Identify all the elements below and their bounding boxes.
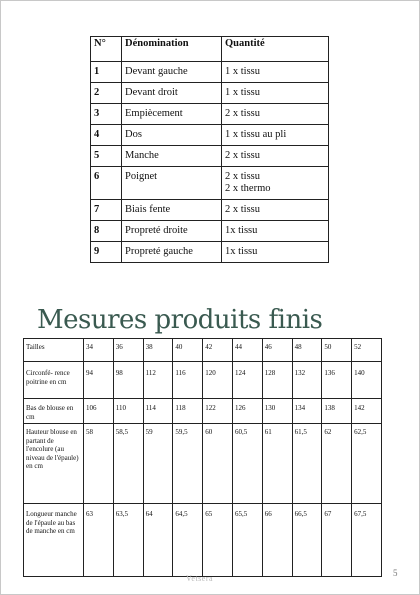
table-row	[91, 167, 329, 200]
measurement-value: 106	[84, 399, 114, 424]
measurement-value: 120	[203, 362, 233, 399]
measurement-label: Hauteur blouse en partant de l'encolure (au niveau de l'épaule) en cm	[24, 424, 84, 504]
size-cell: 38	[143, 339, 173, 362]
table-row	[24, 339, 382, 362]
header-quantity: Quantité	[222, 37, 329, 62]
table-row	[91, 200, 329, 221]
size-cell: 44	[232, 339, 262, 362]
piece-quantity: 1x tissu	[222, 221, 329, 242]
table-header-row	[91, 37, 329, 62]
measurement-value: 130	[262, 399, 292, 424]
page-number: 5	[393, 568, 398, 578]
piece-name: Dos	[122, 125, 222, 146]
piece-number: 5	[91, 146, 122, 167]
measurement-value: 118	[173, 399, 203, 424]
measurement-value: 142	[352, 399, 382, 424]
piece-name: Devant droit	[122, 83, 222, 104]
measurement-label: Tailles	[24, 339, 84, 362]
piece-name: Propreté droite	[122, 221, 222, 242]
size-cell: 50	[322, 339, 352, 362]
measurement-value: 98	[113, 362, 143, 399]
measurement-value: 67,5	[352, 504, 382, 577]
measurement-value: 138	[322, 399, 352, 424]
table-row	[24, 362, 382, 399]
table-row	[91, 62, 329, 83]
measurement-value: 64,5	[173, 504, 203, 577]
piece-number: 8	[91, 221, 122, 242]
piece-number: 4	[91, 125, 122, 146]
table-row	[91, 125, 329, 146]
table-row	[91, 104, 329, 125]
measurement-value: 62	[322, 424, 352, 504]
measurement-value: 58,5	[113, 424, 143, 504]
measurement-value: 66,5	[292, 504, 322, 577]
size-cell: 34	[84, 339, 114, 362]
piece-number: 9	[91, 242, 122, 263]
measurement-value: 114	[143, 399, 173, 424]
piece-quantity: 2 x tissu	[222, 200, 329, 221]
measurement-value: 61,5	[292, 424, 322, 504]
size-cell: 36	[113, 339, 143, 362]
piece-name: Propreté gauche	[122, 242, 222, 263]
table-row	[24, 504, 382, 577]
piece-quantity: 2 x tissu	[222, 146, 329, 167]
measurement-value: 124	[232, 362, 262, 399]
piece-number: 6	[91, 167, 122, 200]
piece-quantity: 1x tissu	[222, 242, 329, 263]
pattern-pieces-table	[90, 36, 329, 263]
measurement-value: 136	[322, 362, 352, 399]
header-denomination: Dénomination	[122, 37, 222, 62]
measurement-value: 112	[143, 362, 173, 399]
table-row	[91, 83, 329, 104]
table-row	[91, 221, 329, 242]
measurement-value: 116	[173, 362, 203, 399]
piece-quantity: 2 x tissu	[222, 104, 329, 125]
size-cell: 48	[292, 339, 322, 362]
piece-quantity: 1 x tissu	[222, 62, 329, 83]
header-number: N°	[91, 37, 122, 62]
measurement-label: Bas de blouse en cm	[24, 399, 84, 424]
measurement-value: 61	[262, 424, 292, 504]
measurement-value: 62,5	[352, 424, 382, 504]
measurement-value: 60	[203, 424, 233, 504]
measurement-value: 128	[262, 362, 292, 399]
piece-name: Manche	[122, 146, 222, 167]
measurement-value: 126	[232, 399, 262, 424]
measurement-label: Longueur manche de l'épaule au bas de manche en cm	[24, 504, 84, 577]
size-cell: 52	[352, 339, 382, 362]
measurement-label: Circonfé- rence poitrine en cm	[24, 362, 84, 399]
size-cell: 46	[262, 339, 292, 362]
measurement-value: 63	[84, 504, 114, 577]
piece-quantity: 1 x tissu	[222, 83, 329, 104]
piece-quantity: 2 x tissu 2 x thermo	[222, 167, 329, 200]
piece-name: Empiècement	[122, 104, 222, 125]
measurement-value: 94	[84, 362, 114, 399]
measurement-value: 63,5	[113, 504, 143, 577]
piece-name: Devant gauche	[122, 62, 222, 83]
measurement-value: 67	[322, 504, 352, 577]
measurement-value: 60,5	[232, 424, 262, 504]
measurement-value: 140	[352, 362, 382, 399]
table-row	[91, 242, 329, 263]
piece-number: 2	[91, 83, 122, 104]
piece-number: 7	[91, 200, 122, 221]
measurement-value: 59	[143, 424, 173, 504]
piece-quantity: 1 x tissu au pli	[222, 125, 329, 146]
measurement-value: 132	[292, 362, 322, 399]
size-cell: 40	[173, 339, 203, 362]
table-row	[24, 399, 382, 424]
table-row	[24, 424, 382, 504]
piece-number: 3	[91, 104, 122, 125]
measurement-value: 110	[113, 399, 143, 424]
section-title: Mesures produits finis	[37, 305, 323, 335]
measurement-value: 59,5	[173, 424, 203, 504]
piece-name: Poignet	[122, 167, 222, 200]
measurement-value: 58	[84, 424, 114, 504]
measurement-value: 66	[262, 504, 292, 577]
measurement-value: 65	[203, 504, 233, 577]
measurement-value: 122	[203, 399, 233, 424]
table-row	[91, 146, 329, 167]
size-cell: 42	[203, 339, 233, 362]
finished-measurements-table	[23, 338, 382, 577]
measurement-value: 134	[292, 399, 322, 424]
measurement-value: 65,5	[232, 504, 262, 577]
piece-name: Biais fente	[122, 200, 222, 221]
piece-number: 1	[91, 62, 122, 83]
footer-brand: Vetsera	[186, 574, 214, 583]
measurement-value: 64	[143, 504, 173, 577]
